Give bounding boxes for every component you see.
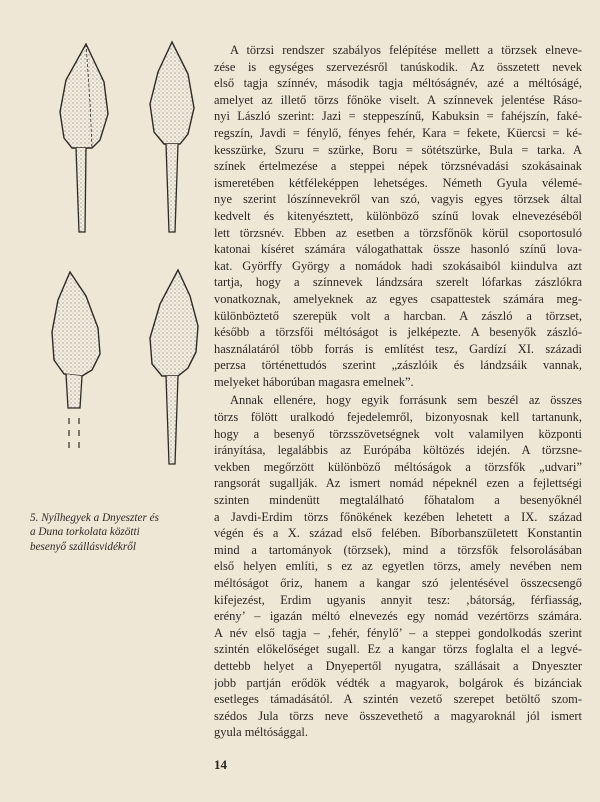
text-line: a Javdi-Erdim törzs főnökének kezében lehetett a IX. század — [214, 509, 582, 524]
arrowhead-figures — [28, 30, 208, 460]
caption-line: besenyő szállásvidékről — [30, 540, 136, 553]
text-line: első helyen említi, s ez az egyetlen törzs, amely nevében nem — [214, 559, 582, 574]
text-line: tartja, hogy a színnevek lándzsára szerelt lófarkas zászlókra — [214, 275, 582, 290]
paragraph-2 — [214, 392, 582, 740]
text-line: vonatkoznak, amelyeknek az egyes csapattestek számára meg- — [214, 291, 582, 306]
text-line: különböztető szerepük volt a harcban. A zászló a törzset, — [214, 308, 582, 323]
text-line: hogy a besenyő törzsszövetségnek volt valamilyen központi — [214, 426, 582, 441]
text-line: méltóságot őriz, hanem a kangar szó jelentésével összecsengő — [214, 576, 582, 590]
text-line: katonai kíséret számára válogathattak össze hasonló színű lova- — [214, 242, 582, 257]
text-line: kesszürke, Szuru = szürke, Boru = sötétszürke, Bula = tarka. A — [214, 142, 582, 157]
page-number: 14 — [214, 757, 227, 772]
text-line: szédos Jula törzs neve összevethető a magyaroknál jól ismert — [214, 708, 582, 723]
text-line: A törzsi rendszer szabályos felépítése mellett a törzsek elneve- — [230, 43, 582, 57]
text-line: irányítása, legalábbis az Európába költözés idején. A törzsne- — [214, 443, 582, 458]
caption-line: 5. Nyílhegyek a Dnyeszter és — [30, 512, 159, 524]
text-line: ismeretében kétféleképpen lehetséges. Németh Gyula vélemé- — [214, 175, 582, 190]
figure-caption — [30, 511, 200, 554]
text-line: melyeket háborúban magasra emelnek”. — [214, 374, 414, 389]
text-line: gyula méltósággal. — [214, 725, 308, 740]
arrowhead-drawing-2 — [138, 40, 208, 240]
text-line: vekben megőrzött különböző méltóságok a törzsfők „udvari” — [214, 459, 582, 474]
body-text — [214, 42, 582, 741]
text-line: később a törzsfői méltóságot is jelképezte. A besenyők zászló- — [214, 325, 582, 340]
text-line: szinten mindenütt megtalálható főhatalom a besenyőknél — [214, 493, 582, 508]
text-line: nyi László szerint: Jazi = steppeszínű, Kabuksin = fahéjszín, faké- — [214, 109, 582, 124]
arrowhead-drawing-3 — [42, 270, 112, 460]
text-line: törzs fölött uralkodó fejedelemről, bizonyosnak kell tartanunk, — [214, 410, 582, 425]
text-line: nye szerint lószínnevekről van szó, vagyis egyes törzsek által — [214, 192, 582, 207]
arrowhead-drawing-4 — [138, 268, 208, 468]
text-line: esetleges támadásától. A szintén vezető szerepet betöltő szom- — [214, 692, 582, 707]
text-line: használatáról több forrás is említést tesz, Gardízí XI. századi — [214, 341, 582, 356]
text-line: színek értelmezése a steppei népek törzsnévadási szokásainak — [214, 159, 582, 174]
text-line: dettebb helyet a Dnyepertől nyugatra, szállásait a Dnyeszter — [214, 658, 582, 673]
text-line: kifejezést, Erdim ugyanis annyit tesz: ‚bátorság, férfiasság, — [214, 592, 582, 607]
text-line: amelyet az illető törzs főnöke viselt. A színnevek jelentése Ráso- — [214, 92, 582, 107]
paragraph-1 — [214, 42, 582, 390]
text-line: rangsorát sugallják. Az ismert nomád népeknél ezen a fejlettségi — [214, 476, 582, 491]
text-line: lett törzsnév. Ebben az esetben a törzsfőnök körül csoportosuló — [214, 225, 582, 240]
text-line: kat. Györffy György a nomádok hadi szokásaiból kiindulva azt — [214, 258, 582, 273]
text-line: erény’ – igazán méltó elnevezés egy nomád vezértörzs számára. — [214, 609, 582, 624]
text-line: végén és a X. század első felében. Bíborbanszületett Konstantin — [214, 526, 582, 541]
text-line: első tagja színnév, második tagja méltóságnév, azé a méltóságé, — [214, 76, 582, 91]
text-line: jobb partján erődök védték a magyarok, bolgárok és bizánciak — [214, 675, 582, 690]
text-line: mind a tartományok (törzsek), mind a törzsfők felsorolásában — [214, 542, 582, 557]
text-line: szintén előkelőséget sugall. Ez a kangar törzs foglalta el a legvé- — [214, 642, 582, 657]
text-line: Annak ellenére, hogy egyik forrásunk sem beszél az összes — [230, 393, 582, 408]
caption-line: a Duna torkolata közötti — [30, 526, 140, 539]
text-line: perzsa történettudós szerint „zászlóik és lándzsáik vannak, — [214, 358, 582, 373]
arrowhead-drawing-1 — [48, 42, 118, 242]
text-line: regszín, Javdi = fénylő, fényes fehér, Kara = fekete, Küercsi = ké- — [214, 125, 582, 140]
text-line: kedvelt és kitenyésztett, különböző színű lovak elnevezéséből — [214, 208, 582, 223]
text-line: A név első tagja – ‚fehér, fénylő’ – a steppei gondolkodás szerint — [214, 625, 582, 640]
text-line: zése is egységes szervezésről tanúskodik. Az összetett nevek — [214, 59, 582, 74]
